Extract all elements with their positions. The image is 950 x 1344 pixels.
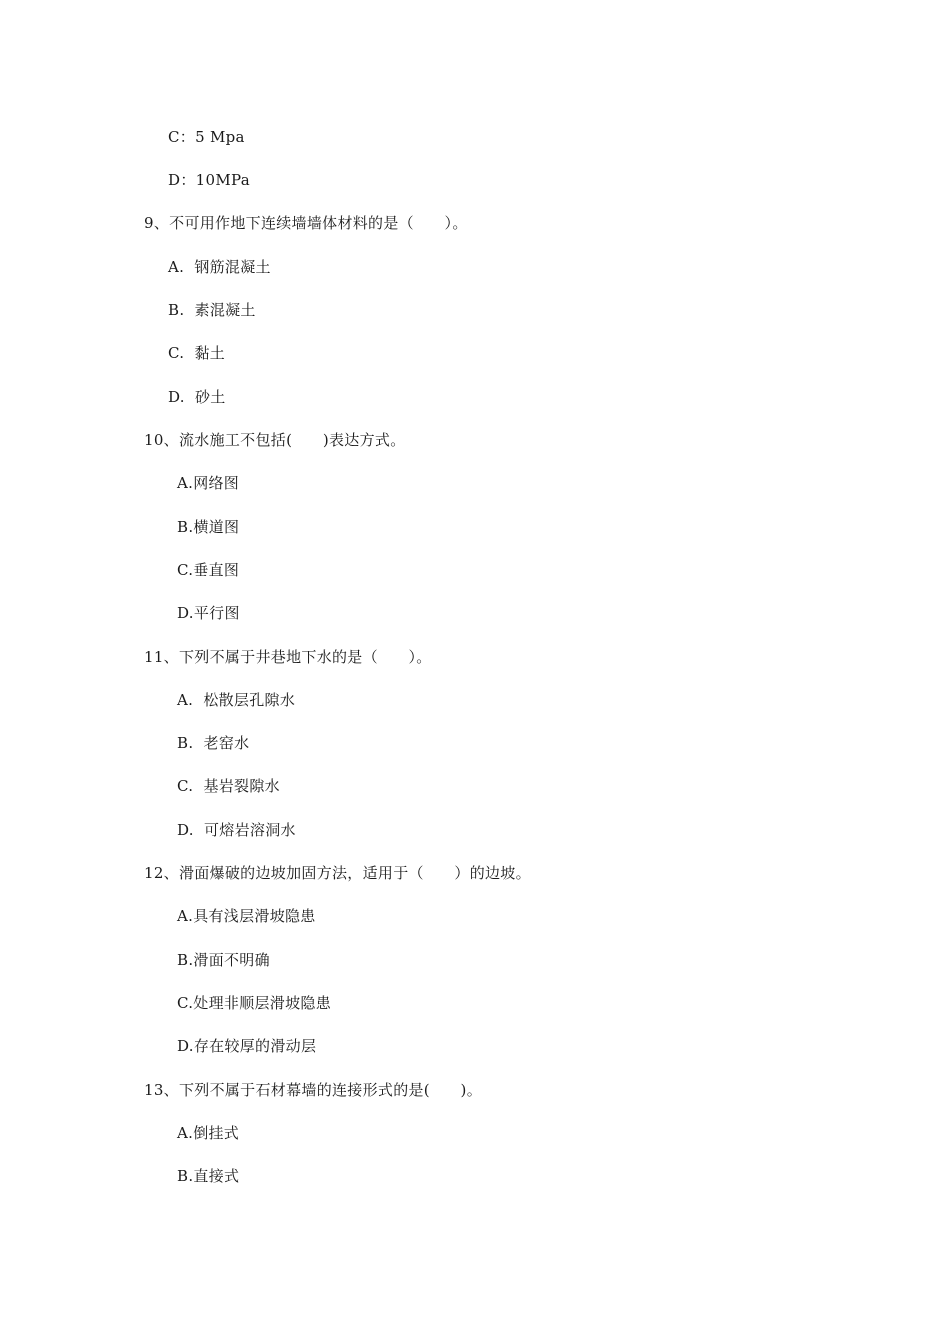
option-c-prev: C：5 Mpa bbox=[168, 128, 245, 146]
question-12-option-d: D.存在较厚的滑动层 bbox=[177, 1037, 317, 1055]
question-9-option-d: D. 砂土 bbox=[168, 388, 226, 406]
question-9-stem: 9、不可用作地下连续墙墙体材料的是（ ）。 bbox=[144, 214, 468, 232]
question-13-option-a: A.倒挂式 bbox=[177, 1124, 240, 1142]
question-12-option-b: B.滑面不明确 bbox=[177, 951, 270, 969]
question-10-option-b: B.横道图 bbox=[177, 518, 240, 536]
question-11-option-b: B. 老窑水 bbox=[177, 734, 250, 752]
question-13-option-b: B.直接式 bbox=[177, 1167, 240, 1185]
question-11-option-d: D. 可熔岩溶洞水 bbox=[177, 821, 296, 839]
question-10-option-a: A.网络图 bbox=[177, 474, 240, 492]
question-9-option-a: A. 钢筋混凝土 bbox=[168, 258, 271, 276]
question-11-option-c: C. 基岩裂隙水 bbox=[177, 777, 280, 795]
question-10-option-d: D.平行图 bbox=[177, 604, 240, 622]
question-12-option-a: A.具有浅层滑坡隐患 bbox=[177, 907, 316, 925]
question-9-option-b: B. 素混凝土 bbox=[168, 301, 256, 319]
question-11-option-a: A. 松散层孔隙水 bbox=[177, 691, 296, 709]
question-11-stem: 11、下列不属于井巷地下水的是（ ）。 bbox=[144, 648, 432, 666]
question-10-option-c: C.垂直图 bbox=[177, 561, 240, 579]
question-12-option-c: C.处理非顺层滑坡隐患 bbox=[177, 994, 332, 1012]
question-10-stem: 10、流水施工不包括( )表达方式。 bbox=[144, 431, 406, 449]
question-9-option-c: C. 黏土 bbox=[168, 344, 226, 362]
question-12-stem: 12、滑面爆破的边坡加固方法，适用于（ ）的边坡。 bbox=[144, 864, 531, 882]
option-d-prev: D：10MPa bbox=[168, 171, 250, 189]
question-13-stem: 13、下列不属于石材幕墙的连接形式的是( )。 bbox=[144, 1081, 482, 1099]
